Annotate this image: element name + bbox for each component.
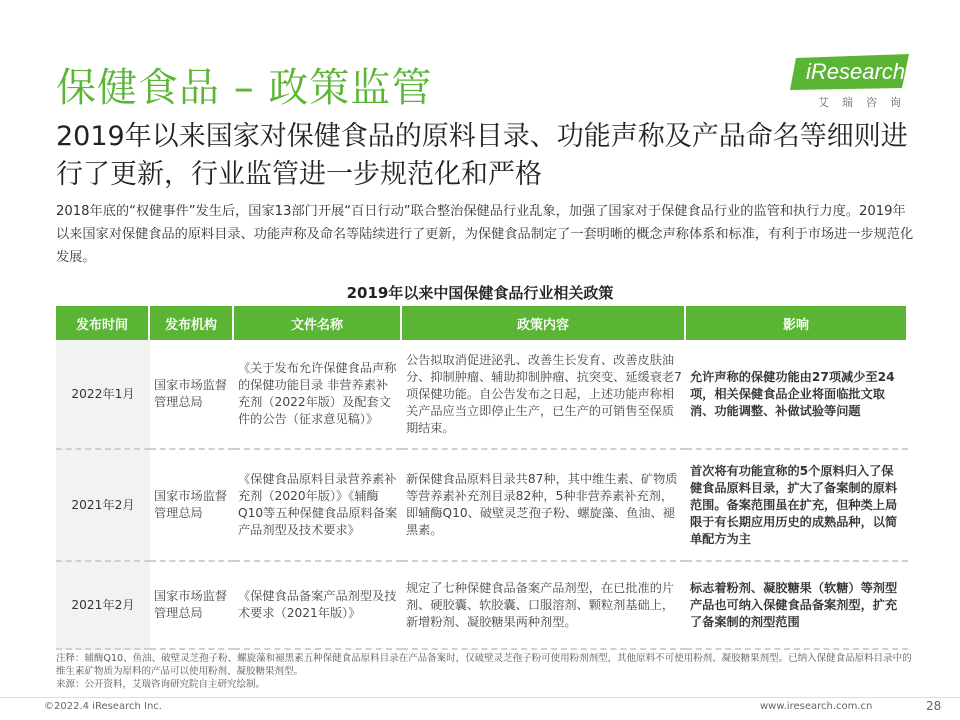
footer-url[interactable]: www.iresearch.com.cn (760, 701, 873, 712)
table-title: 2019年以来中国保健食品行业相关政策 (346, 284, 614, 302)
cell-doc: 《关于发布允许保健食品声称的保健功能目录 非营养素补充剂（2022年版）及配套文件的公告（征求意见稿）》 (234, 340, 402, 450)
cell-content: 新保健食品原料目录共87种，其中维生素、矿物质等营养素补充剂目录82种，5种非营养素补充剂，即辅酶Q10、破壁灵芝孢子粉、螺旋藻、鱼油、褪黑素。 (402, 450, 686, 562)
logo-wordmark: iResearch (806, 59, 906, 84)
header-org: 发布机构 (150, 306, 234, 340)
footer-copyright: ©2022.4 iResearch Inc. (44, 701, 162, 712)
cell-content: 公告拟取消促进泌乳、改善生长发育、改善皮肤油分、抑制肿瘤、辅助抑制肿瘤、抗突变、延缓衰老7项保健功能。自公告发布之日起，上述功能声称相关产品应当立即停止生产，已生产的可销售至保质期结束。 (402, 340, 686, 450)
header-content: 政策内容 (402, 306, 686, 340)
cell-date: 2022年1月 (56, 340, 150, 450)
cell-org: 国家市场监督管理总局 (150, 450, 234, 562)
cell-content: 规定了七种保健食品备案产品剂型，在已批准的片剂、硬胶囊、软胶囊、口服溶剂、颗粒剂基础上，新增粉剂、凝胶糖果两种剂型。 (402, 562, 686, 650)
page-title: 保健食品 – 政策监管 (56, 65, 433, 111)
intro-paragraph: 2018年底的“权健事件”发生后，国家13部门开展“百日行动”联合整治保健品行业乱象，加强了国家对于保健食品行业的监管和执行力度。2019年以来国家对保健食品的原料目录、功能声称及命名等陆续进行了更新，为保健食品制定了一套明晰的概念声称体系和标准，有利于市场进一步规范化发展。 (56, 204, 914, 265)
footer-divider (0, 697, 960, 698)
cell-impact: 标志着粉剂、凝胶糖果（软糖）等剂型产品也可纳入保健食品备案剂型，扩充了备案制的剂型范围 (686, 562, 908, 650)
cell-org: 国家市场监督管理总局 (150, 340, 234, 450)
policy-table (56, 306, 908, 650)
header-doc: 文件名称 (234, 306, 402, 340)
header-date: 发布时间 (56, 306, 150, 340)
logo-chinese: 艾瑞咨询 (818, 96, 914, 109)
page-number: 28 (926, 699, 942, 713)
page-subtitle: 2019年以来国家对保健食品的原料目录、功能声称及产品命名等细则进行了更新，行业监管进一步规范化和严格 (56, 121, 908, 190)
cell-date: 2021年2月 (56, 450, 150, 562)
cell-org: 国家市场监督管理总局 (150, 562, 234, 650)
footnote (56, 652, 916, 691)
header-impact: 影响 (686, 306, 908, 340)
cell-date: 2021年2月 (56, 562, 150, 650)
table-row (56, 562, 908, 650)
table-row (56, 340, 908, 450)
cell-doc: 《保健食品原料目录营养素补充剂（2020年版）》《辅酶Q10等五种保健食品原料备案产品剂型及技术要求》 (234, 450, 402, 562)
cell-impact: 允许声称的保健功能由27项减少至24项，相关保健食品企业将面临批文取消、功能调整、补做试验等问题 (686, 340, 908, 450)
table-header-row (56, 306, 908, 340)
footnote-source: 来源：公开资料，艾瑞咨询研究院自主研究绘制。 (56, 679, 266, 690)
cell-impact: 首次将有功能宣称的5个原料归入了保健食品原料目录，扩大了备案制的原料范围。备案范围虽在扩充，但种类上局限于有长期应用历史的成熟品种，以简单配方为主 (686, 450, 908, 562)
iresearch-logo (790, 52, 915, 112)
table-row (56, 450, 908, 562)
footnote-note: 注释：辅酶Q10、鱼油、破壁灵芝孢子粉、螺旋藻和褪黑素五种保健食品原料目录在产品备案时，仅破壁灵芝孢子粉可使用粉剂剂型，其他原料不可使用粉剂、凝胶糖果剂型。已纳入保健食品原料目录中的维生素矿物质为原料的产品可以使用粉剂、凝胶糖果剂型。 (56, 653, 912, 677)
cell-doc: 《保健食品备案产品剂型及技术要求（2021年版）》 (234, 562, 402, 650)
